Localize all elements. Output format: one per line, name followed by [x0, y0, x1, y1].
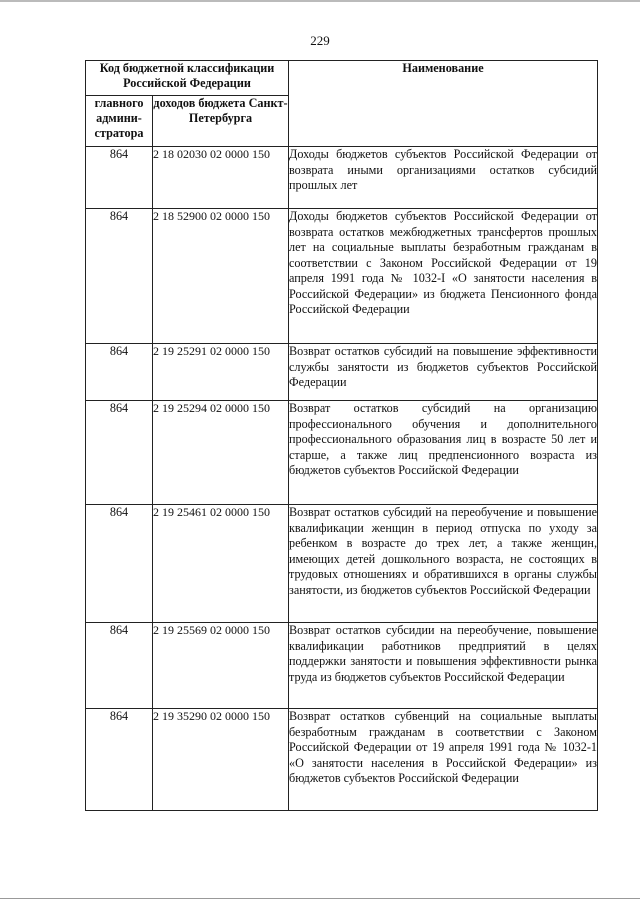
table-row: [86, 209, 598, 344]
income-code-cell: 2 18 02030 02 0000 150: [153, 147, 289, 209]
admin-code-cell: 864: [86, 401, 153, 505]
table-row: [86, 505, 598, 623]
page-number: 229: [310, 33, 330, 48]
income-code-cell: 2 18 52900 02 0000 150: [153, 209, 289, 344]
table-row: [86, 623, 598, 709]
admin-code-cell: 864: [86, 147, 153, 209]
name-cell: Возврат остатков субсидии на переобучение, повышение квалификации работников предприятий в целях поддержки занятости и повышения эффективности рынка труда из бюджетов субъектов Российской Федерации: [289, 623, 598, 709]
table-row: [86, 344, 598, 401]
name-cell: Возврат остатков субсидий на повышение эффективности службы занятости из бюджетов субъектов Российской Федерации: [289, 344, 598, 401]
income-code-cell: 2 19 35290 02 0000 150: [153, 709, 289, 811]
admin-code-cell: 864: [86, 709, 153, 811]
name-cell: Возврат остатков субвенций на социальные выплаты безработным гражданам в соответствии с Законом Российской Федерации от 19 апреля 1991 года № 1032-1 «О занятости населения в Российской Федерации» из бюджетов субъектов Российской Федерации: [289, 709, 598, 811]
table-row: [86, 709, 598, 811]
budget-classification-table: [85, 60, 598, 811]
scan-top-edge: [0, 0, 640, 2]
admin-code-cell: 864: [86, 344, 153, 401]
table-row: [86, 401, 598, 505]
scan-bottom-edge: [0, 898, 640, 899]
admin-code-cell: 864: [86, 505, 153, 623]
name-cell: Возврат остатков субсидий на организацию профессионального обучения и дополнительного профессионального образования лиц в возрасте 50 лет и старше, а также лиц предпенсионного возраста из бюджетов субъектов Российской Федерации: [289, 401, 598, 505]
name-cell: Возврат остатков субсидий на переобучение и повышение квалификации женщин в период отпуска по уходу за ребенком в возрасте до трех лет, а также женщин, имеющих детей дошкольного возраста, не состоящих в трудовых отношениях и обратившихся в органы службы занятости, из бюджетов субъектов Российской Федерации: [289, 505, 598, 623]
income-code-cell: 2 19 25291 02 0000 150: [153, 344, 289, 401]
table-row: [86, 147, 598, 209]
admin-code-cell: 864: [86, 209, 153, 344]
income-code-cell: 2 19 25569 02 0000 150: [153, 623, 289, 709]
header-name: Наименование: [289, 61, 598, 147]
income-code-cell: 2 19 25294 02 0000 150: [153, 401, 289, 505]
header-budget-code-group: Код бюджетной классификации Российской Федерации: [86, 61, 289, 96]
admin-code-cell: 864: [86, 623, 153, 709]
header-admin: главного админи-стратора: [86, 96, 153, 147]
name-cell: Доходы бюджетов субъектов Российской Федерации от возврата иными организациями остатков субсидий прошлых лет: [289, 147, 598, 209]
name-cell: Доходы бюджетов субъектов Российской Федерации от возврата остатков межбюджетных трансфертов прошлых лет на социальные выплаты безработным гражданам в соответствии с Законом Российской Федерации от 19 апреля 1991 года № 1032-I «О занятости населения в Российской Федерации» из бюджета Пенсионного фонда Российской Федерации: [289, 209, 598, 344]
header-income: доходов бюджета Санкт-Петербурга: [153, 96, 289, 147]
income-code-cell: 2 19 25461 02 0000 150: [153, 505, 289, 623]
